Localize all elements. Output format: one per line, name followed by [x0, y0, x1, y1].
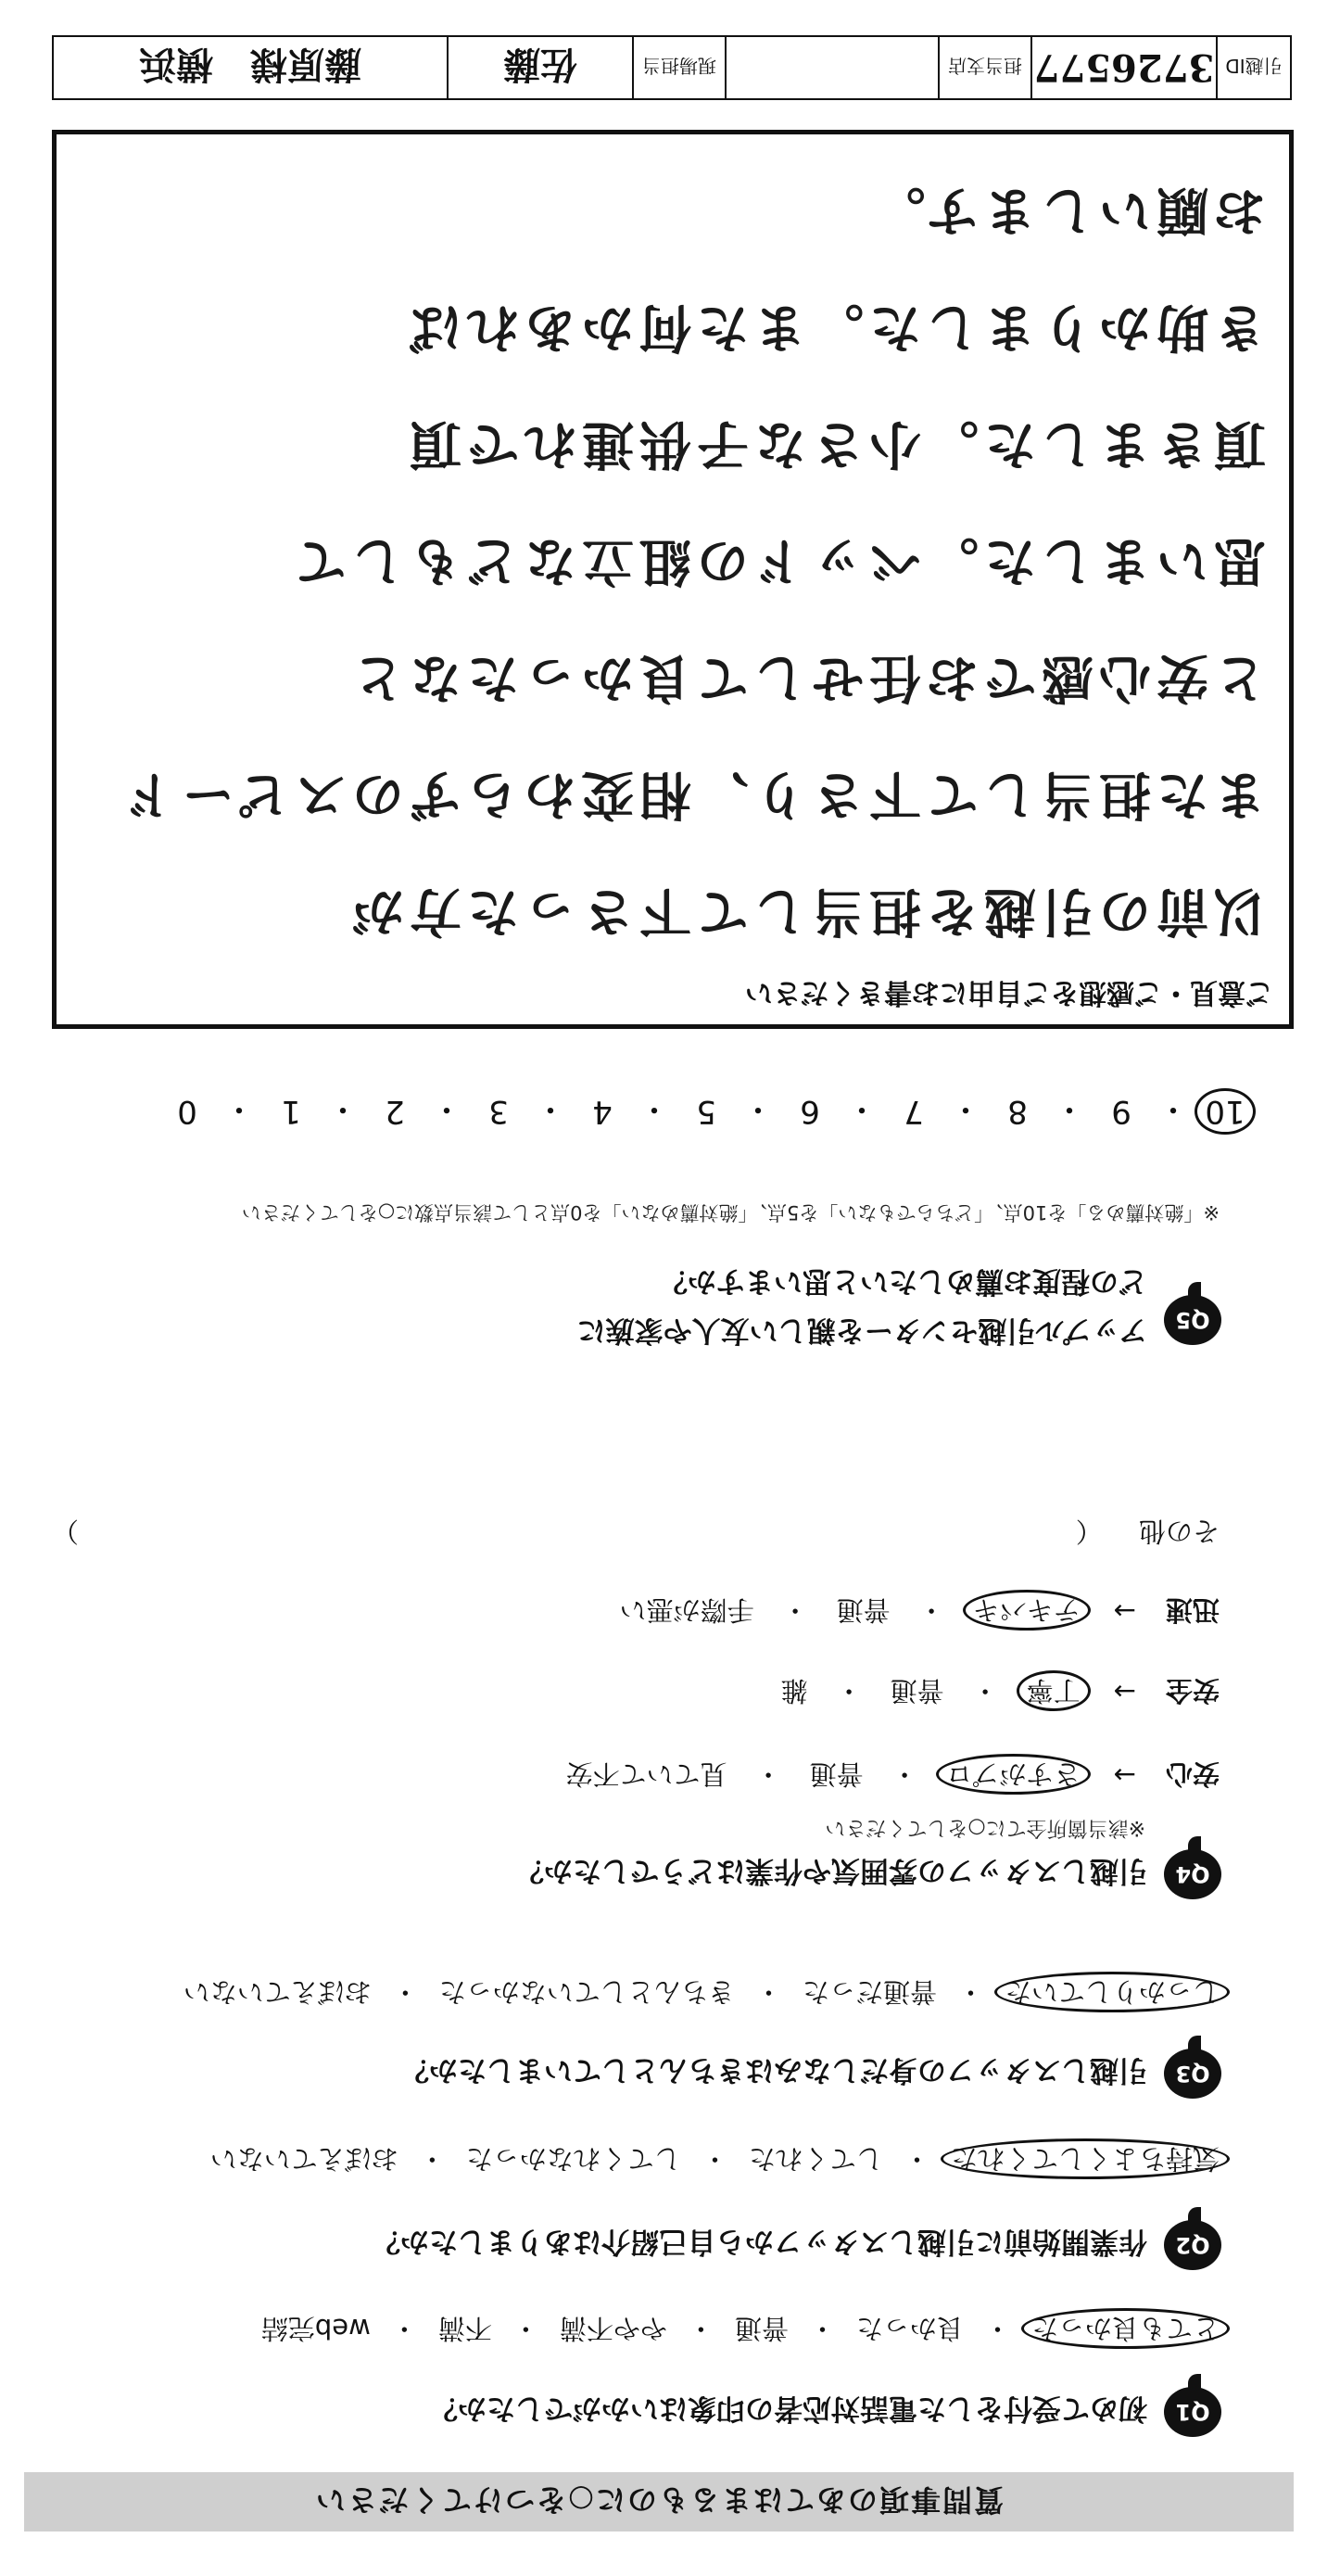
q3-option-normal[interactable]: 普通だった	[802, 1976, 937, 2008]
comment-line-5: 頂きました。小さな子供連れで頂	[404, 413, 1266, 475]
q5-score-9[interactable]: 9	[1111, 1093, 1131, 1131]
footer-staff-value: 佐藤	[447, 37, 632, 98]
q1-option-dissatisfied[interactable]: 不満	[437, 2313, 492, 2344]
q4-anshin-option-uneasy[interactable]: 見ていて不安	[565, 1758, 727, 1790]
q5-note: ※「絶対薦める」を10点、「どちらでもない」を5点、「絶対薦めない」を0点として該当点数に○をしてください	[241, 1201, 1220, 1224]
q4-jinsoku-option-normal[interactable]: 普通	[836, 1594, 891, 1626]
q4-other-close: ）	[52, 1516, 80, 1547]
q4-other-label: その他	[1138, 1516, 1220, 1547]
q1-option-slightly-dissatisfied[interactable]: やや不満	[559, 2313, 667, 2344]
comment-line-2: また担当して下さり、相変わらずのスピード	[119, 764, 1266, 825]
q4-anzen-option-normal[interactable]: 普通	[890, 1675, 944, 1707]
q5-score-8[interactable]: 8	[1007, 1093, 1028, 1131]
q5-score-6[interactable]: 6	[800, 1093, 820, 1131]
comment-line-4: 思いました。ベッドの組立などもして	[289, 530, 1266, 591]
q4-row-jinsoku: 迅速 → テキパキ ・ 普通 ・ 手際が悪い	[620, 1593, 1220, 1631]
q4-anzen-option-careful[interactable]: 丁寧	[1027, 1673, 1081, 1711]
q4-other-row	[52, 1514, 1220, 1552]
q1-question: 初めて受付をした電話対応者の印象はいかがでしたか？	[429, 2392, 1147, 2426]
q1-option-very-good[interactable]: とても良かった	[1031, 2311, 1220, 2349]
q4-badge-icon: Q4	[1164, 1849, 1221, 1899]
footer-table	[52, 35, 1292, 100]
q4-question-row	[515, 1849, 1221, 1899]
q3-question-row	[400, 2049, 1221, 2099]
q5-badge-icon: Q5	[1164, 1295, 1221, 1345]
q3-options: しっかりしていた ・ 普通だった ・ きちんとしていなかった ・ おぼえていない	[183, 1974, 1220, 2012]
q3-badge-icon: Q3	[1164, 2049, 1221, 2099]
q5-question-line2: どの程度お薦めしたいと思いますか？	[659, 1264, 1147, 1298]
q2-option-not-remember[interactable]: おぼえていない	[209, 2143, 398, 2175]
q3-option-not-neat[interactable]: きちんとしていなかった	[438, 1976, 735, 2008]
q3-option-not-remember[interactable]: おぼえていない	[183, 1976, 372, 2008]
q2-option-did[interactable]: してくれた	[748, 2143, 883, 2175]
q1-badge-icon: Q1	[1164, 2387, 1221, 2437]
q4-row-anshin: 安心 → さすがプロ ・ 普通 ・ 見ていて不安	[566, 1757, 1220, 1795]
footer-branch-label: 担当支店	[938, 37, 1030, 98]
q4-jinsoku-option-brisk[interactable]: テキパキ	[973, 1593, 1081, 1631]
q4-other-open: （	[1075, 1516, 1103, 1547]
footer-id-label: 引越ID	[1216, 37, 1290, 98]
q5-score-10[interactable]: 10	[1199, 1094, 1251, 1131]
arrow-right-icon: →	[1113, 1759, 1136, 1792]
q4-row-anzen: 安全 → 丁寧 ・ 普通 ・ 雑	[781, 1673, 1220, 1711]
q4-question: 引越しスタッフの雰囲気や作業はどうでしたか？	[515, 1854, 1147, 1888]
q3-question: 引越しスタッフの身だしなみはきちんとしていましたか？	[400, 2053, 1147, 2087]
footer-id-value: 3726577	[1030, 37, 1216, 98]
footer-customer-name: 藤原様 横浜	[139, 43, 361, 87]
q2-question: 作業開始前に引越しスタッフから自己紹介はありましたか？	[372, 2225, 1147, 2259]
q2-question-row	[372, 2220, 1221, 2270]
comment-title: ご意見・ご感想をご自由にお書きください	[745, 976, 1273, 1009]
q4-jinsoku-option-clumsy[interactable]: 手際が悪い	[619, 1594, 754, 1626]
comment-line-1: 以前の引越を担当して下さった方が	[347, 881, 1266, 942]
q5-score-4[interactable]: 4	[592, 1093, 613, 1131]
footer-staff-label: 現場担当	[632, 37, 725, 98]
q3-option-neat[interactable]: しっかりしていた	[1005, 1974, 1220, 2012]
q2-option-pleasant[interactable]: 気持ちよくしてくれた	[951, 2141, 1220, 2179]
q1-question-row	[429, 2387, 1221, 2437]
q1-option-normal[interactable]: 普通	[734, 2313, 789, 2344]
q4-category-jinsoku: 迅速	[1165, 1594, 1220, 1626]
q5-score-7[interactable]: 7	[904, 1093, 924, 1131]
q4-category-anzen: 安全	[1165, 1675, 1220, 1707]
arrow-right-icon: →	[1113, 1676, 1136, 1708]
arrow-right-icon: →	[1113, 1595, 1136, 1628]
q5-score-3[interactable]: 3	[488, 1093, 509, 1131]
comment-line-6: き助かりました。また何かあれば	[404, 297, 1266, 358]
footer-branch-value	[725, 37, 938, 98]
instruction-banner	[24, 2472, 1294, 2532]
q1-option-good[interactable]: 良かった	[855, 2313, 964, 2344]
q5-score-1[interactable]: 1	[281, 1093, 301, 1131]
q4-category-anshin: 安心	[1165, 1758, 1220, 1790]
comment-line-3: と安心感でお任せして良かったなと	[347, 647, 1266, 708]
q2-option-did-not[interactable]: してくれなかった	[465, 2143, 681, 2175]
instruction-text: 質問事項のあてはまるものに○をつけてください	[314, 2482, 1004, 2518]
q2-badge-icon: Q2	[1164, 2220, 1221, 2270]
q5-question-line1: アップル引越センターを親しい友人や家族に	[576, 1313, 1147, 1347]
q1-options: とても良かった ・ 良かった ・ 普通 ・ やや不満 ・ 不満 ・ web完結	[261, 2311, 1220, 2349]
comment-line-7: お願いします。	[867, 180, 1266, 241]
q5-score-5[interactable]: 5	[696, 1093, 716, 1131]
q5-score-2[interactable]: 2	[385, 1093, 405, 1131]
q5-question-row	[577, 1263, 1221, 1354]
q4-note: ※該当箇所全てに○をしてください	[825, 1816, 1145, 1839]
q2-options: 気持ちよくしてくれた ・ してくれた ・ してくれなかった ・ おぼえていない	[210, 2141, 1220, 2179]
q4-anzen-option-rough[interactable]: 雑	[780, 1675, 808, 1707]
q5-scale: 10 ・ 9 ・ 8 ・ 7 ・ 6 ・ 5 ・ 4 ・ 3 ・ 2 ・ 1 ・ 0	[161, 1089, 1251, 1135]
q1-option-web[interactable]: web完結	[260, 2313, 371, 2344]
q4-anshin-option-pro[interactable]: さすがプロ	[946, 1757, 1081, 1795]
q5-score-0[interactable]: 0	[177, 1093, 197, 1131]
q4-anshin-option-normal[interactable]: 普通	[809, 1758, 864, 1790]
